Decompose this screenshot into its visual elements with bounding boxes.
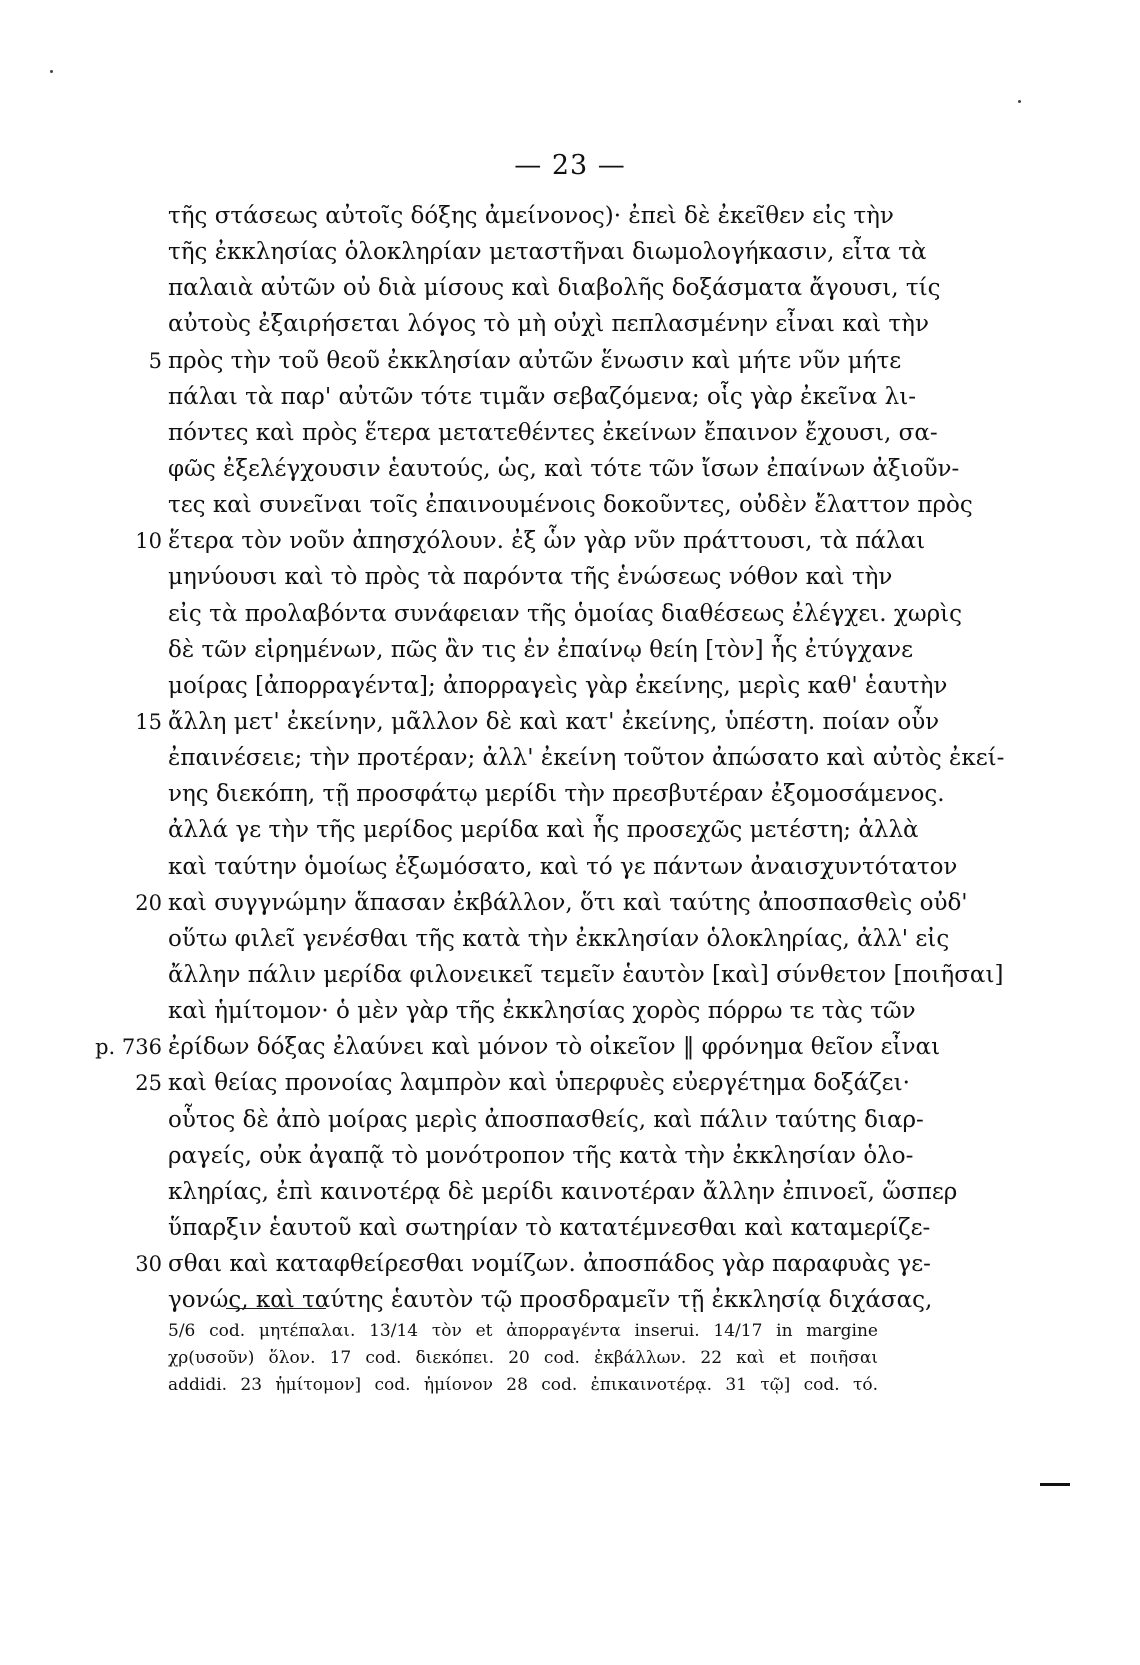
text-line: [168, 993, 916, 1029]
critical-apparatus: [168, 1318, 878, 1399]
line-text: ἕτερα τὸν νοῦν ἀπησχόλουν. ἐξ ὧν γὰρ νῦν πράττουσι, τὰ πάλαι: [168, 528, 926, 555]
text-line: [168, 487, 973, 523]
line-text: ἐπαινέσειε; τὴν προτέραν; ἀλλ' ἐκείνη τοῦτον ἀπώσατο καὶ αὐτὸς ἐκεί-: [168, 745, 1005, 772]
speck: [50, 70, 53, 73]
line-text: καὶ θείας προνοίας λαμπρὸν καὶ ὑπερφυὲς εὐεργέτημα δοξάζει·: [168, 1070, 910, 1097]
text-line: [168, 740, 1005, 776]
line-number: 5: [148, 348, 162, 373]
footnote-rule: [226, 1308, 326, 1309]
line-text: εἰς τὰ προλαβόντα συνάφειαν τῆς ὁμοίας διαθέσεως ἐλέγχει. χωρὶς: [168, 600, 963, 627]
text-line: [168, 1174, 958, 1210]
text-line: [168, 957, 1004, 993]
text-line: [168, 1282, 933, 1318]
line-text: δὲ τῶν εἰρημένων, πῶς ἂν τις ἐν ἐπαίνῳ θείη [τὸν] ἧς ἐτύγχανε: [168, 636, 914, 663]
line-text: οὕτω φιλεῖ γενέσθαι τῆς κατὰ τὴν ἐκκλησίαν ὁλοκληρίας, ἀλλ' εἰς: [168, 925, 950, 952]
line-text: κληρίας, ἐπὶ καινοτέρᾳ δὲ μερίδι καινοτέραν ἄλλην ἐπινοεῖ, ὥσπερ: [168, 1178, 958, 1205]
line-text: παλαιὰ αὐτῶν οὐ διὰ μίσους καὶ διαβολῆς δοξάσματα ἄγουσι, τίς: [168, 275, 941, 302]
line-text: αὐτοὺς ἐξαιρήσεται λόγος τὸ μὴ οὐχὶ πεπλασμένην εἶναι καὶ τὴν: [168, 311, 929, 338]
text-line: [135, 1246, 931, 1282]
text-line: [168, 921, 950, 957]
line-text: ἄλλην πάλιν μερίδα φιλονεικεῖ τεμεῖν ἑαυτὸν [καὶ] σύνθετον [ποιῆσαι]: [168, 961, 1004, 988]
line-text: καὶ συγγνώμην ἅπασαν ἐκβάλλον, ὅτι καὶ ταύτης ἀποσπασθεὶς οὐδ': [168, 889, 968, 916]
line-text: καὶ ἡμίτομον· ὁ μὲν γὰρ τῆς ἐκκλησίας χορὸς πόρρω τε τὰς τῶν: [168, 998, 916, 1025]
line-text: φῶς ἐξελέγχουσιν ἑαυτούς, ὡς, καὶ τότε τῶν ἴσων ἐπαίνων ἀξιοῦν-: [168, 455, 960, 482]
text-line: [148, 343, 902, 379]
line-text: νης διεκόπη, τῇ προσφάτῳ μερίδι τὴν πρεσβυτέραν ἐξομοσάμενος.: [168, 781, 945, 808]
text-line: [168, 668, 948, 704]
line-number: 25: [135, 1071, 162, 1096]
text-line: [168, 776, 945, 812]
line-text: ραγείς, οὐκ ἀγαπᾷ τὸ μονότροπον τῆς κατὰ τὴν ἐκκλησίαν ὁλο-: [168, 1142, 914, 1169]
text-line: [168, 415, 938, 451]
text-line: [168, 559, 893, 595]
text-line: [168, 270, 941, 306]
footnote-line: addidi. 23 ἡμίτομον] cod. ἡμίονον 28 cod. ἐπικαινοτέρᾳ. 31 τῷ] cod. τό.: [168, 1375, 878, 1395]
line-number: p. 736: [95, 1035, 162, 1060]
line-text: μοίρας [ἀπορραγέντα]; ἀπορραγεὶς γὰρ ἐκείνης, μερὶς καθ' ἑαυτὴν: [168, 672, 948, 699]
line-number: 10: [135, 529, 162, 554]
footnote-line: χρ(υσοῦν) ὅλον. 17 cod. διεκόπει. 20 cod. ἐκβάλλων. 22 καὶ et ποιῆσαι: [168, 1348, 878, 1368]
line-text: σθαι καὶ καταφθείρεσθαι νομίζων. ἀποσπάδος γὰρ παραφυὰς γε-: [168, 1251, 931, 1278]
line-text: τῆς ἐκκλησίας ὁλοκληρίαν μεταστῆναι διωμολογήκασιν, εἶτα τὰ: [168, 239, 927, 266]
text-line: [168, 632, 914, 668]
page-number: — 23 —: [514, 150, 626, 181]
margin-mark: [1040, 1483, 1070, 1486]
text-line: [168, 198, 894, 234]
text-line: [95, 1029, 941, 1065]
line-text: πάλαι τὰ παρ' αὐτῶν τότε τιμᾶν σεβαζόμενα; οἷς γὰρ ἐκεῖνα λι-: [168, 383, 916, 410]
text-line: [168, 234, 927, 270]
text-line: [168, 849, 958, 885]
line-number: 20: [135, 890, 162, 915]
text-line: [168, 1138, 914, 1174]
footnote-line: 5/6 cod. μητέπαλαι. 13/14 τὸν et ἀπορραγέντα inserui. 14/17 in margine: [168, 1321, 878, 1341]
line-text: πόντες καὶ πρὸς ἕτερα μετατεθέντες ἐκείνων ἔπαινον ἔχουσι, σα-: [168, 419, 938, 446]
line-text: μηνύουσι καὶ τὸ πρὸς τὰ παρόντα τῆς ἑνώσεως νόθον καὶ τὴν: [168, 564, 893, 591]
line-text: ὕπαρξιν ἑαυτοῦ καὶ σωτηρίαν τὸ κατατέμνεσθαι καὶ καταμερίζε-: [168, 1214, 931, 1241]
text-line: [135, 885, 968, 921]
text-line: [168, 379, 916, 415]
line-text: γονώς, καὶ ταύτης ἑαυτὸν τῷ προσδραμεῖν τῇ ἐκκλησίᾳ διχάσας,: [168, 1287, 933, 1314]
line-text: τες καὶ συνεῖναι τοῖς ἐπαινουμένοις δοκοῦντες, οὐδὲν ἔλαττον πρὸς: [168, 492, 973, 519]
text-line: [168, 596, 963, 632]
line-text: τῆς στάσεως αὐτοῖς δόξης ἀμείνονος)· ἐπεὶ δὲ ἐκεῖθεν εἰς τὴν: [168, 203, 894, 229]
line-text: καὶ ταύτην ὁμοίως ἐξωμόσατο, καὶ τό γε πάντων ἀναισχυντότατον: [168, 853, 958, 880]
line-text: ἀλλά γε τὴν τῆς μερίδος μερίδα καὶ ἧς προσεχῶς μετέστη; ἀλλὰ: [168, 817, 919, 844]
text-line: [135, 523, 926, 559]
line-text: οὗτος δὲ ἀπὸ μοίρας μερὶς ἀποσπασθείς, καὶ πάλιν ταύτης διαρ-: [168, 1106, 924, 1133]
line-text: ἄλλη μετ' ἐκείνην, μᾶλλον δὲ καὶ κατ' ἐκείνης, ὑπέστη. ποίαν οὖν: [168, 708, 940, 735]
text-line: [168, 1102, 924, 1138]
text-line: [168, 1210, 931, 1246]
text-line: [168, 812, 919, 848]
line-text: πρὸς τὴν τοῦ θεοῦ ἐκκλησίαν αὐτῶν ἕνωσιν καὶ μήτε νῦν μήτε: [168, 347, 902, 374]
text-line: [135, 1065, 910, 1101]
text-line: [168, 451, 960, 487]
speck: [1018, 100, 1021, 103]
line-text: ἐρίδων δόξας ἐλαύνει καὶ μόνον τὸ οἰκεῖον ‖ φρόνημα θεῖον εἶναι: [168, 1034, 941, 1061]
body-text: [95, 198, 1005, 1318]
text-line: [135, 704, 940, 740]
line-number: 30: [135, 1252, 162, 1277]
text-line: [168, 306, 929, 342]
line-number: 15: [135, 709, 162, 734]
